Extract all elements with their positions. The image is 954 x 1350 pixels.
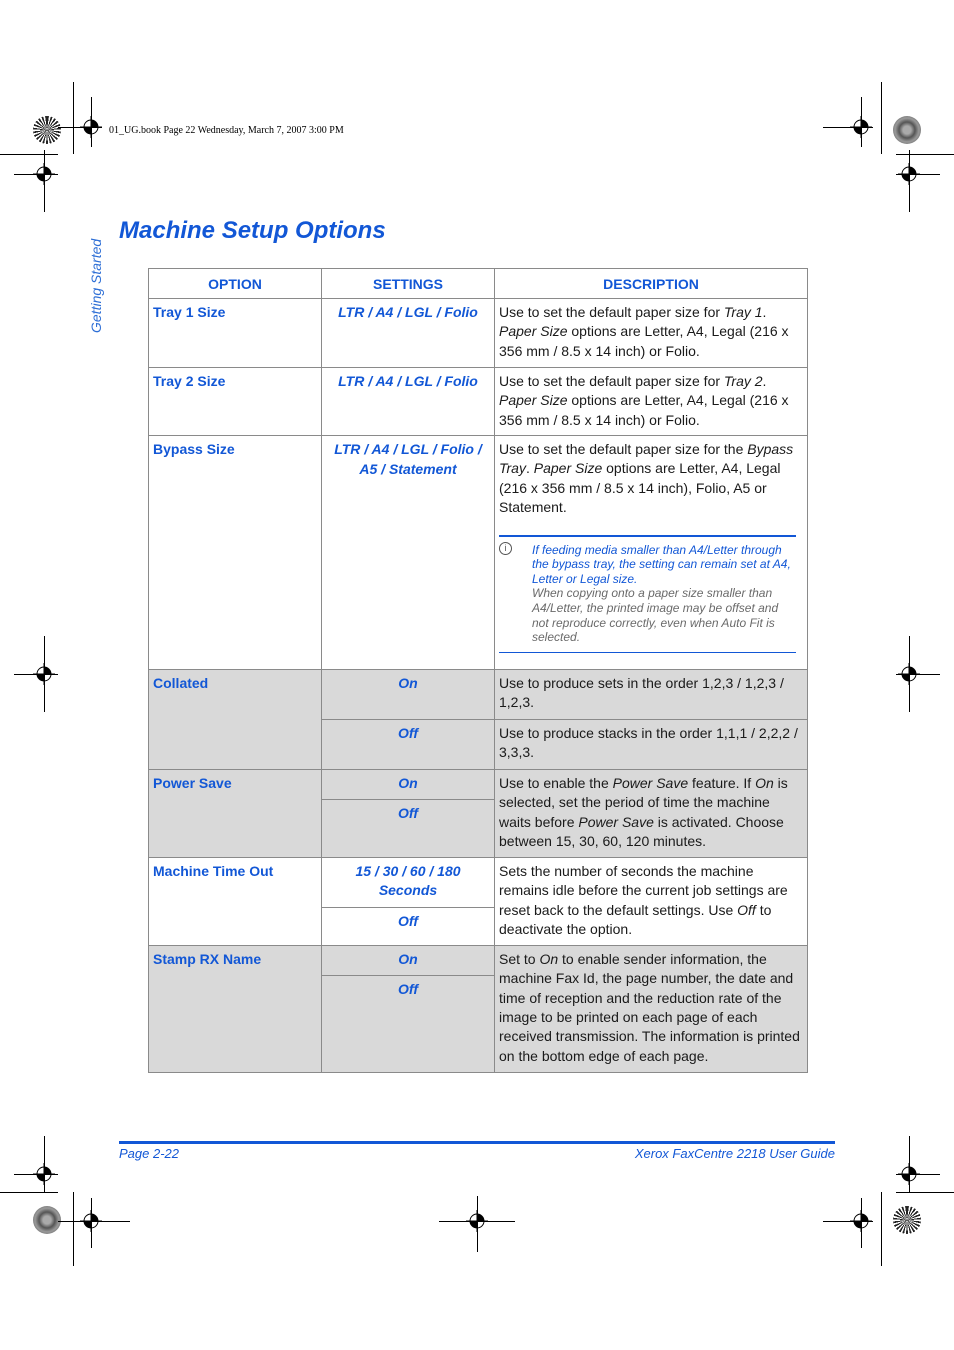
footer-rule bbox=[119, 1141, 835, 1144]
star-target-icon bbox=[33, 1206, 61, 1234]
crop-mark bbox=[909, 636, 910, 712]
desc-text: . bbox=[762, 373, 767, 389]
option-setting bbox=[322, 436, 495, 670]
desc-text: is selected, set the period of time the machine waits before bbox=[499, 774, 788, 830]
crop-mark bbox=[91, 97, 92, 147]
desc-text: Sets the number of seconds the machine remains idle before the current job settings are reset back to the default settings. Use bbox=[499, 862, 788, 918]
note-text: If feeding media smaller than A4/Letter through the bypass tray, the setting can remain set at A4, Letter or Legal size. bbox=[532, 542, 791, 586]
crop-mark bbox=[44, 150, 45, 212]
option-description bbox=[495, 436, 808, 670]
desc-text: Use to set the default paper size for the bbox=[499, 441, 748, 457]
desc-emphasis: On bbox=[755, 774, 774, 791]
desc-text: Set to bbox=[499, 950, 540, 967]
crop-mark bbox=[0, 1192, 58, 1193]
option-setting: LTR / A4 / LGL / Folio bbox=[322, 368, 495, 436]
desc-text: options are Letter, A4, Legal (216 x 356 mm / 8.5 x 14 inch) or Folio. bbox=[499, 323, 789, 359]
crop-mark bbox=[896, 1192, 954, 1193]
table-row bbox=[149, 368, 808, 436]
table-header-row bbox=[149, 269, 808, 299]
table-row bbox=[149, 945, 808, 975]
book-info: 01_UG.book Page 22 Wednesday, March 7, 2007 3:00 PM bbox=[109, 125, 344, 136]
desc-paragraph bbox=[499, 440, 801, 518]
setting-line: Seconds bbox=[378, 882, 438, 899]
table-row bbox=[149, 857, 808, 907]
table-row bbox=[149, 436, 808, 670]
crop-mark bbox=[14, 674, 58, 675]
crop-mark bbox=[896, 174, 940, 175]
page-title: Machine Setup Options bbox=[119, 217, 386, 244]
option-setting bbox=[322, 857, 495, 907]
desc-text: feature. If bbox=[688, 774, 756, 791]
option-setting: On bbox=[322, 669, 495, 719]
star-target-icon bbox=[893, 1206, 921, 1234]
desc-emphasis: On bbox=[539, 950, 559, 967]
crop-mark bbox=[881, 82, 882, 154]
crop-mark bbox=[477, 1196, 478, 1252]
option-name: Stamp RX Name bbox=[149, 945, 322, 1072]
desc-emphasis: Paper Size bbox=[499, 392, 568, 409]
desc-text: options are Letter, A4, Legal (216 x 356 mm / 8.5 x 14 inch), Folio, A5 or Statement. bbox=[499, 460, 781, 516]
desc-text: Use to set the default paper size for bbox=[499, 373, 724, 389]
setting-line: 15 / 30 / 60 / 180 bbox=[355, 862, 461, 879]
column-header-option: OPTION bbox=[149, 269, 322, 299]
crop-mark bbox=[73, 82, 74, 154]
table-row bbox=[149, 669, 808, 719]
crop-mark bbox=[896, 154, 954, 155]
option-description bbox=[495, 368, 808, 436]
option-name: Tray 1 Size bbox=[149, 299, 322, 368]
desc-emphasis: Paper Size bbox=[533, 460, 603, 477]
setting-line: A5 / Statement bbox=[359, 460, 457, 477]
desc-text: . bbox=[525, 460, 534, 477]
option-name: Power Save bbox=[149, 769, 322, 857]
option-description: Use to produce stacks in the order 1,1,1 / 2,2,2 / 3,3,3. bbox=[495, 719, 808, 769]
crop-mark bbox=[58, 1221, 130, 1222]
crop-mark bbox=[823, 1221, 873, 1222]
option-setting: LTR / A4 / LGL / Folio bbox=[322, 299, 495, 368]
desc-emphasis: Paper Size bbox=[499, 323, 568, 340]
note-text: When copying onto a paper size smaller than A4/Letter, the printed image may be offset and not reproduce correctly, even when Auto Fit is selected. bbox=[532, 586, 779, 645]
option-description bbox=[495, 945, 808, 1072]
desc-text: options are Letter, A4, Legal (216 x 356 mm / 8.5 x 14 inch) or Folio. bbox=[499, 392, 789, 428]
crop-mark bbox=[881, 1192, 882, 1266]
crop-mark bbox=[896, 1174, 940, 1175]
crop-mark bbox=[861, 1198, 862, 1248]
desc-emphasis: Power Save bbox=[578, 813, 654, 830]
crop-mark bbox=[91, 1198, 92, 1248]
crop-mark bbox=[896, 674, 940, 675]
crop-mark bbox=[861, 97, 862, 147]
note-box bbox=[499, 535, 796, 653]
table-row bbox=[149, 769, 808, 799]
desc-text: . bbox=[762, 304, 767, 320]
star-target-icon bbox=[33, 116, 61, 144]
crop-mark bbox=[0, 154, 58, 155]
option-name: Bypass Size bbox=[149, 436, 322, 670]
column-header-settings: SETTINGS bbox=[322, 269, 495, 299]
crop-mark bbox=[909, 1136, 910, 1192]
crop-mark bbox=[14, 1174, 58, 1175]
option-setting: Off bbox=[322, 799, 495, 857]
table-row bbox=[149, 299, 808, 368]
option-setting: Off bbox=[322, 907, 495, 945]
crop-mark bbox=[823, 127, 873, 128]
desc-text: to enable sender information, the machine Fax Id, the page number, the date and time of reception and the reduction rate of the image to be printed on each page of each received transmission. The information is printed on the bottom edge of each page. bbox=[499, 950, 800, 1064]
crop-mark bbox=[14, 174, 58, 175]
desc-emphasis: Off bbox=[737, 901, 756, 918]
option-description: Use to produce sets in the order 1,2,3 / 1,2,3 / 1,2,3. bbox=[495, 669, 808, 719]
option-setting: On bbox=[322, 769, 495, 799]
desc-emphasis: Tray 1 bbox=[723, 304, 763, 320]
option-name: Machine Time Out bbox=[149, 857, 322, 945]
desc-text: Use to set the default paper size for bbox=[499, 304, 724, 320]
page-number: Page 2-22 bbox=[119, 1146, 179, 1161]
info-icon: i bbox=[499, 542, 512, 555]
star-target-icon bbox=[893, 116, 921, 144]
option-description bbox=[495, 299, 808, 368]
option-name: Collated bbox=[149, 669, 322, 769]
option-setting: Off bbox=[322, 719, 495, 769]
crop-mark bbox=[73, 1192, 74, 1266]
desc-text: Use to enable the bbox=[499, 774, 613, 791]
desc-text: to deactivate the option. bbox=[499, 901, 772, 937]
desc-emphasis: Power Save bbox=[612, 774, 689, 791]
options-table bbox=[148, 268, 808, 1073]
setting-line: LTR / A4 / LGL / Folio / bbox=[334, 441, 482, 457]
option-setting: Off bbox=[322, 975, 495, 1072]
crop-mark bbox=[44, 636, 45, 712]
option-setting: On bbox=[322, 945, 495, 975]
side-tab-label: Getting Started bbox=[88, 238, 104, 333]
crop-mark bbox=[909, 150, 910, 212]
option-description bbox=[495, 857, 808, 945]
option-name: Tray 2 Size bbox=[149, 368, 322, 436]
guide-title: Xerox FaxCentre 2218 User Guide bbox=[634, 1146, 835, 1161]
crop-mark bbox=[44, 1136, 45, 1192]
crop-mark bbox=[58, 127, 102, 128]
desc-text: is activated. Choose between 15, 30, 60, 120 minutes. bbox=[499, 813, 784, 849]
column-header-description: DESCRIPTION bbox=[495, 269, 808, 299]
desc-emphasis: Tray 2 bbox=[723, 373, 763, 389]
desc-emphasis: Bypass Tray bbox=[499, 441, 794, 477]
option-description bbox=[495, 769, 808, 857]
